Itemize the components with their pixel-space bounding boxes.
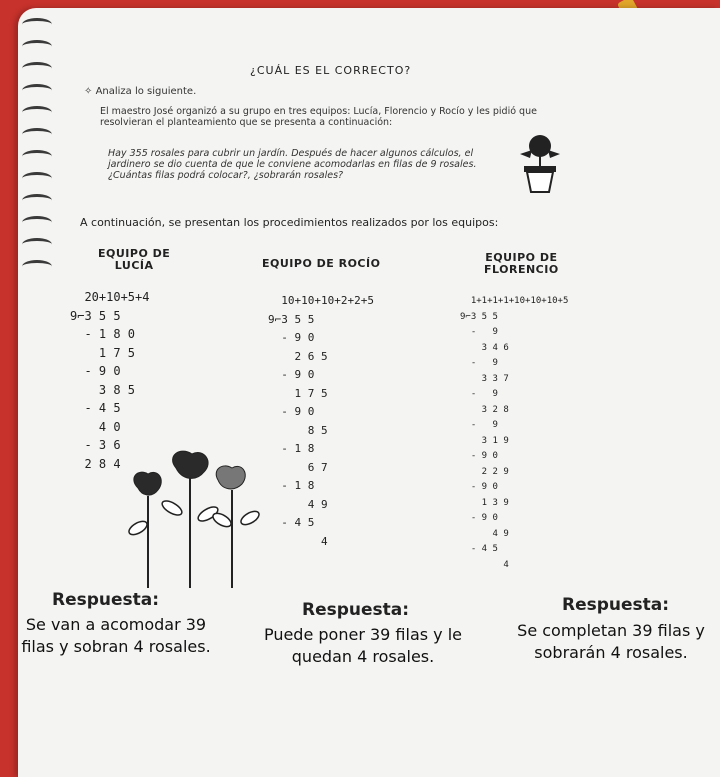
page-title: ¿CUÁL ES EL CORRECTO?	[250, 64, 412, 77]
team-florencio-heading: EQUIPO DE FLORENCIO	[484, 251, 559, 276]
rocio-division-work: 10+10+10+2+2+5 9⌐3 5 5 - 9 0 2 6 5 - 9 0 1 7 5 - 9 0 8 5 - 1 8 6 7 - 1 8 4 9 - 4 5 4	[268, 294, 374, 548]
florencio-division-work: 1+1+1+1+10+10+10+5 9⌐3 5 5 - 9 3 4 6 - 9 3 3 7 - 9 3 2 8 - 9 3 1 9 - 9 0 2 2 9 - 9 0 1 3 9 - 9 0 4 9 - 4 5 4	[460, 296, 569, 570]
lucia-division-work: 20+10+5+4 9⌐3 5 5 - 1 8 0 1 7 5 - 9 0 3 8 5 - 4 5 4 0 - 3 6 2 8 4	[70, 290, 150, 471]
procedures-intro: A continuación, se presentan los procedimientos realizados por los equipos:	[80, 216, 499, 229]
intro-paragraph: El maestro José organizó a su grupo en tres equipos: Lucía, Florencio y Rocío y les pidió que resolvieran el planteamiento que se presenta a continuación:	[100, 106, 537, 128]
answer-heading-rocio: Respuesta:	[302, 600, 410, 620]
team-lucia-heading: EQUIPO DE LUCÍA	[98, 247, 171, 272]
flower-pot-icon	[512, 132, 568, 196]
instruction: ✧ Analiza lo siguiente.	[84, 86, 197, 97]
roses-illustration	[118, 448, 268, 588]
answer-heading-florencio: Respuesta:	[562, 595, 670, 615]
star-icon: ✧	[84, 86, 96, 97]
answer-florencio: Se completan 39 filas y sobrarán 4 rosales.	[517, 621, 705, 662]
answer-heading-lucia: Respuesta:	[52, 590, 160, 610]
answer-lucia: Se van a acomodar 39 filas y sobran 4 rosales.	[21, 615, 211, 656]
answer-rocio: Puede poner 39 filas y le quedan 4 rosales.	[263, 625, 463, 666]
problem-paragraph: Hay 355 rosales para cubrir un jardín. Después de hacer algunos cálculos, el jardinero se dio cuenta de que le conviene acomodarlas en filas de 9 rosales. ¿Cuántas filas podrá colocar?, ¿sobrarán rosales?	[108, 148, 477, 181]
team-rocio-heading: EQUIPO DE ROCÍO	[262, 257, 381, 270]
spiral-binding	[18, 18, 54, 288]
